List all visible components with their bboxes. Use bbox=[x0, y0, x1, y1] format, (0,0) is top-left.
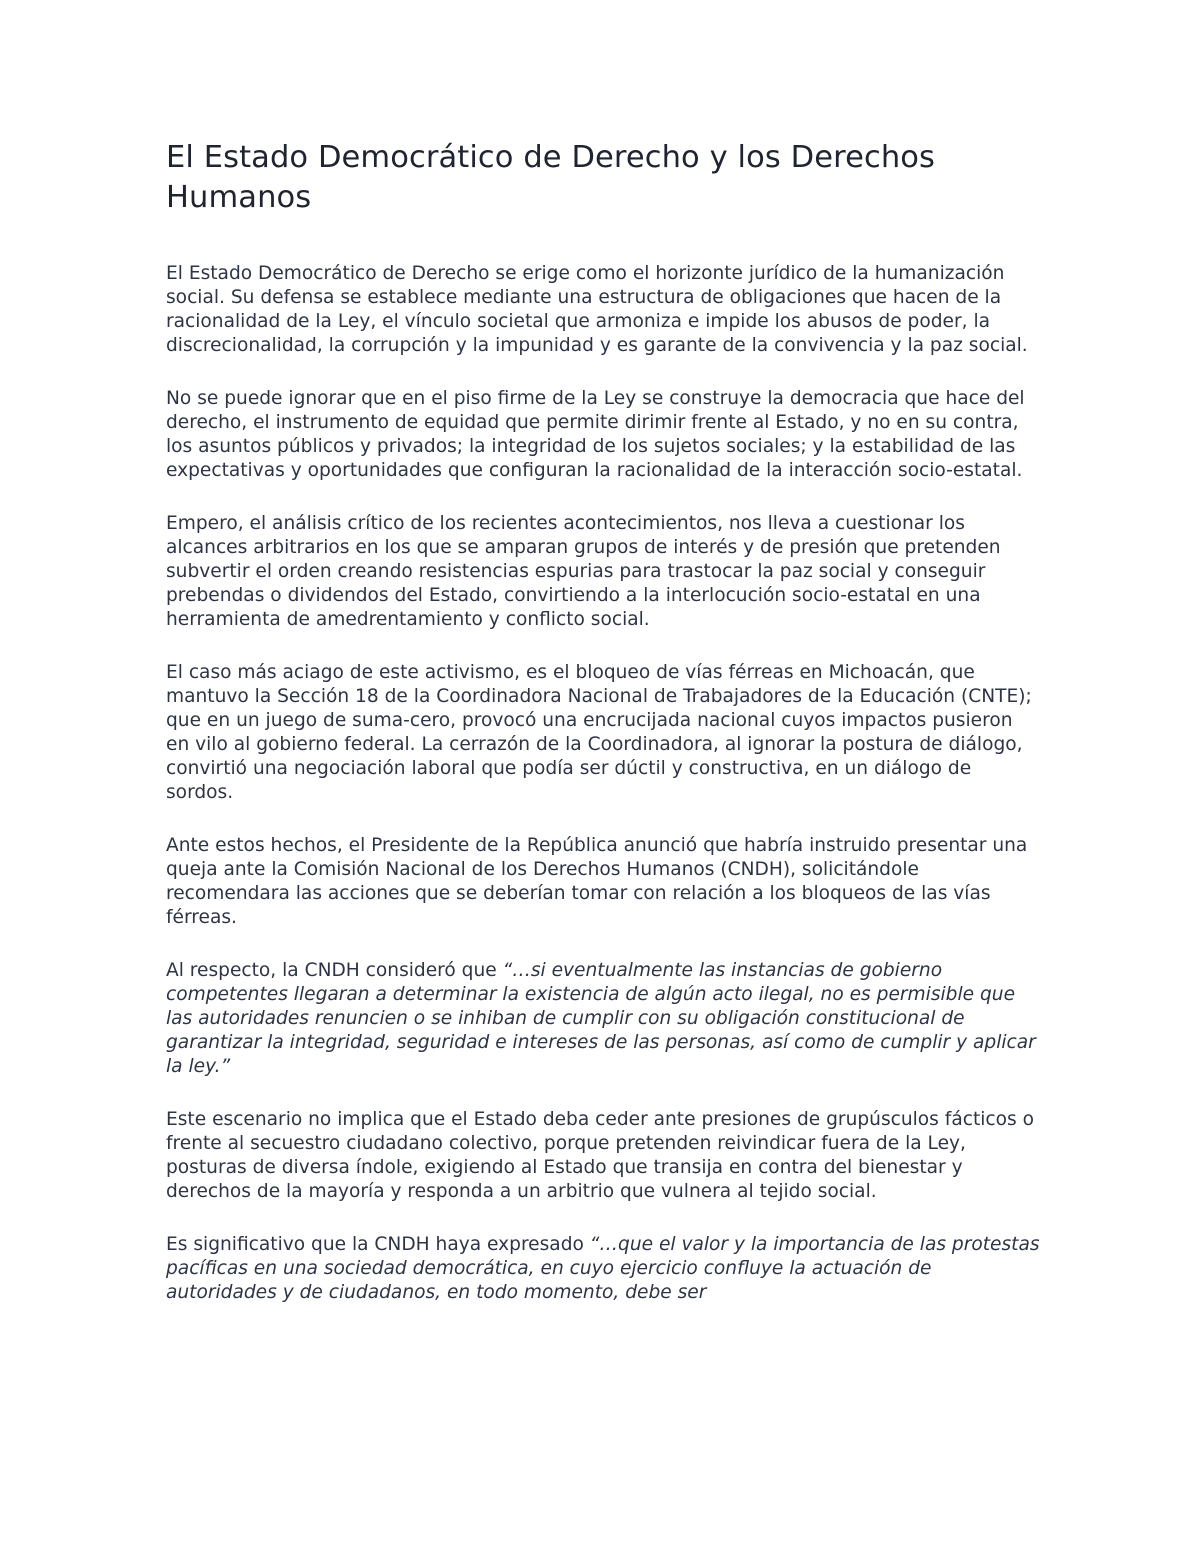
cndh-quote-2: “…que el valor y la importancia de las protestas pacíficas en una sociedad democrática, en cuyo ejercicio confluye la actuación de autoridades y de ciudadanos, en todo momento, debe ser bbox=[166, 1234, 1040, 1303]
paragraph-3: Empero, el análisis crítico de los recientes acontecimientos, nos lleva a cuestionar los alcances arbitrarios en los que se amparan grupos de interés y de presión que pretenden subvertir el orden creando resistencias espurias para trastocar la paz social y conseguir prebendas o dividendos del Estado, convirtiendo a la interlocución socio-estatal en una herramienta de amedrentamiento y conflicto social. bbox=[166, 513, 1001, 630]
paragraph-4: El caso más aciago de este activismo, es el bloqueo de vías férreas en Michoacán, que mantuvo la Sección 18 de la Coordinadora Nacional de Trabajadores de la Educación (CNTE); que en un juego de suma-cero, provocó una encrucijada nacional cuyos impactos pusieron en vilo al gobierno federal. La cerrazón de la Coordinadora, al ignorar la postura de diálogo, convirtió una negociación laboral que podía ser dúctil y constructiva, en un diálogo de sordos. bbox=[166, 662, 1032, 803]
document-title: El Estado Democrático de Derecho y los Derechos Humanos bbox=[166, 140, 936, 215]
paragraph-1: El Estado Democrático de Derecho se erige como el horizonte jurídico de la humanización social. Su defensa se establece mediante una estructura de obligaciones que hacen de la racionalidad de la Ley, el vínculo societal que armoniza e impide los abusos de poder, la discrecionalidad, la corrupción y la impunidad y es garante de la convivencia y la paz social. bbox=[166, 263, 1028, 356]
paragraph-8-lead: Es significativo que la CNDH haya expresado bbox=[166, 1234, 590, 1255]
cndh-quote-1: “…si eventualmente las instancias de gobierno competentes llegaran a determinar la existencia de algún acto ilegal, no es permisible que las autoridades renuncien o se inhiban de cumplir con su obligación constitucional de garantizar la integridad, seguridad e intereses de las personas, así como de cumplir y aplicar la ley.” bbox=[166, 960, 1036, 1077]
paragraph-6-lead: Al respecto, la CNDH consideró que bbox=[166, 960, 503, 981]
paragraph-8-cndh-quote bbox=[166, 1233, 1041, 1305]
paragraph-6-cndh-quote bbox=[166, 959, 1041, 1079]
paragraph-5: Ante estos hechos, el Presidente de la República anunció que habría instruido presentar una queja ante la Comisión Nacional de los Derechos Humanos (CNDH), solicitándole recomendara las acciones que se deberían tomar con relación a los bloqueos de las vías férreas. bbox=[166, 835, 1028, 928]
paragraph-7: Este escenario no implica que el Estado deba ceder ante presiones de grupúsculos fácticos o frente al secuestro ciudadano colectivo, porque pretenden reivindicar fuera de la Ley, posturas de diversa índole, exigiendo al Estado que transija en contra del bienestar y derechos de la mayoría y responda a un arbitrio que vulnera al tejido social. bbox=[166, 1109, 1034, 1202]
paragraph-2: No se puede ignorar que en el piso firme de la Ley se construye la democracia que hace del derecho, el instrumento de equidad que permite dirimir frente al Estado, y no en su contra, los asuntos públicos y privados; la integridad de los sujetos sociales; y la estabilidad de las expectativas y oportunidades que configuran la racionalidad de la interacción socio-estatal. bbox=[166, 388, 1025, 481]
document-page bbox=[166, 138, 1041, 1334]
